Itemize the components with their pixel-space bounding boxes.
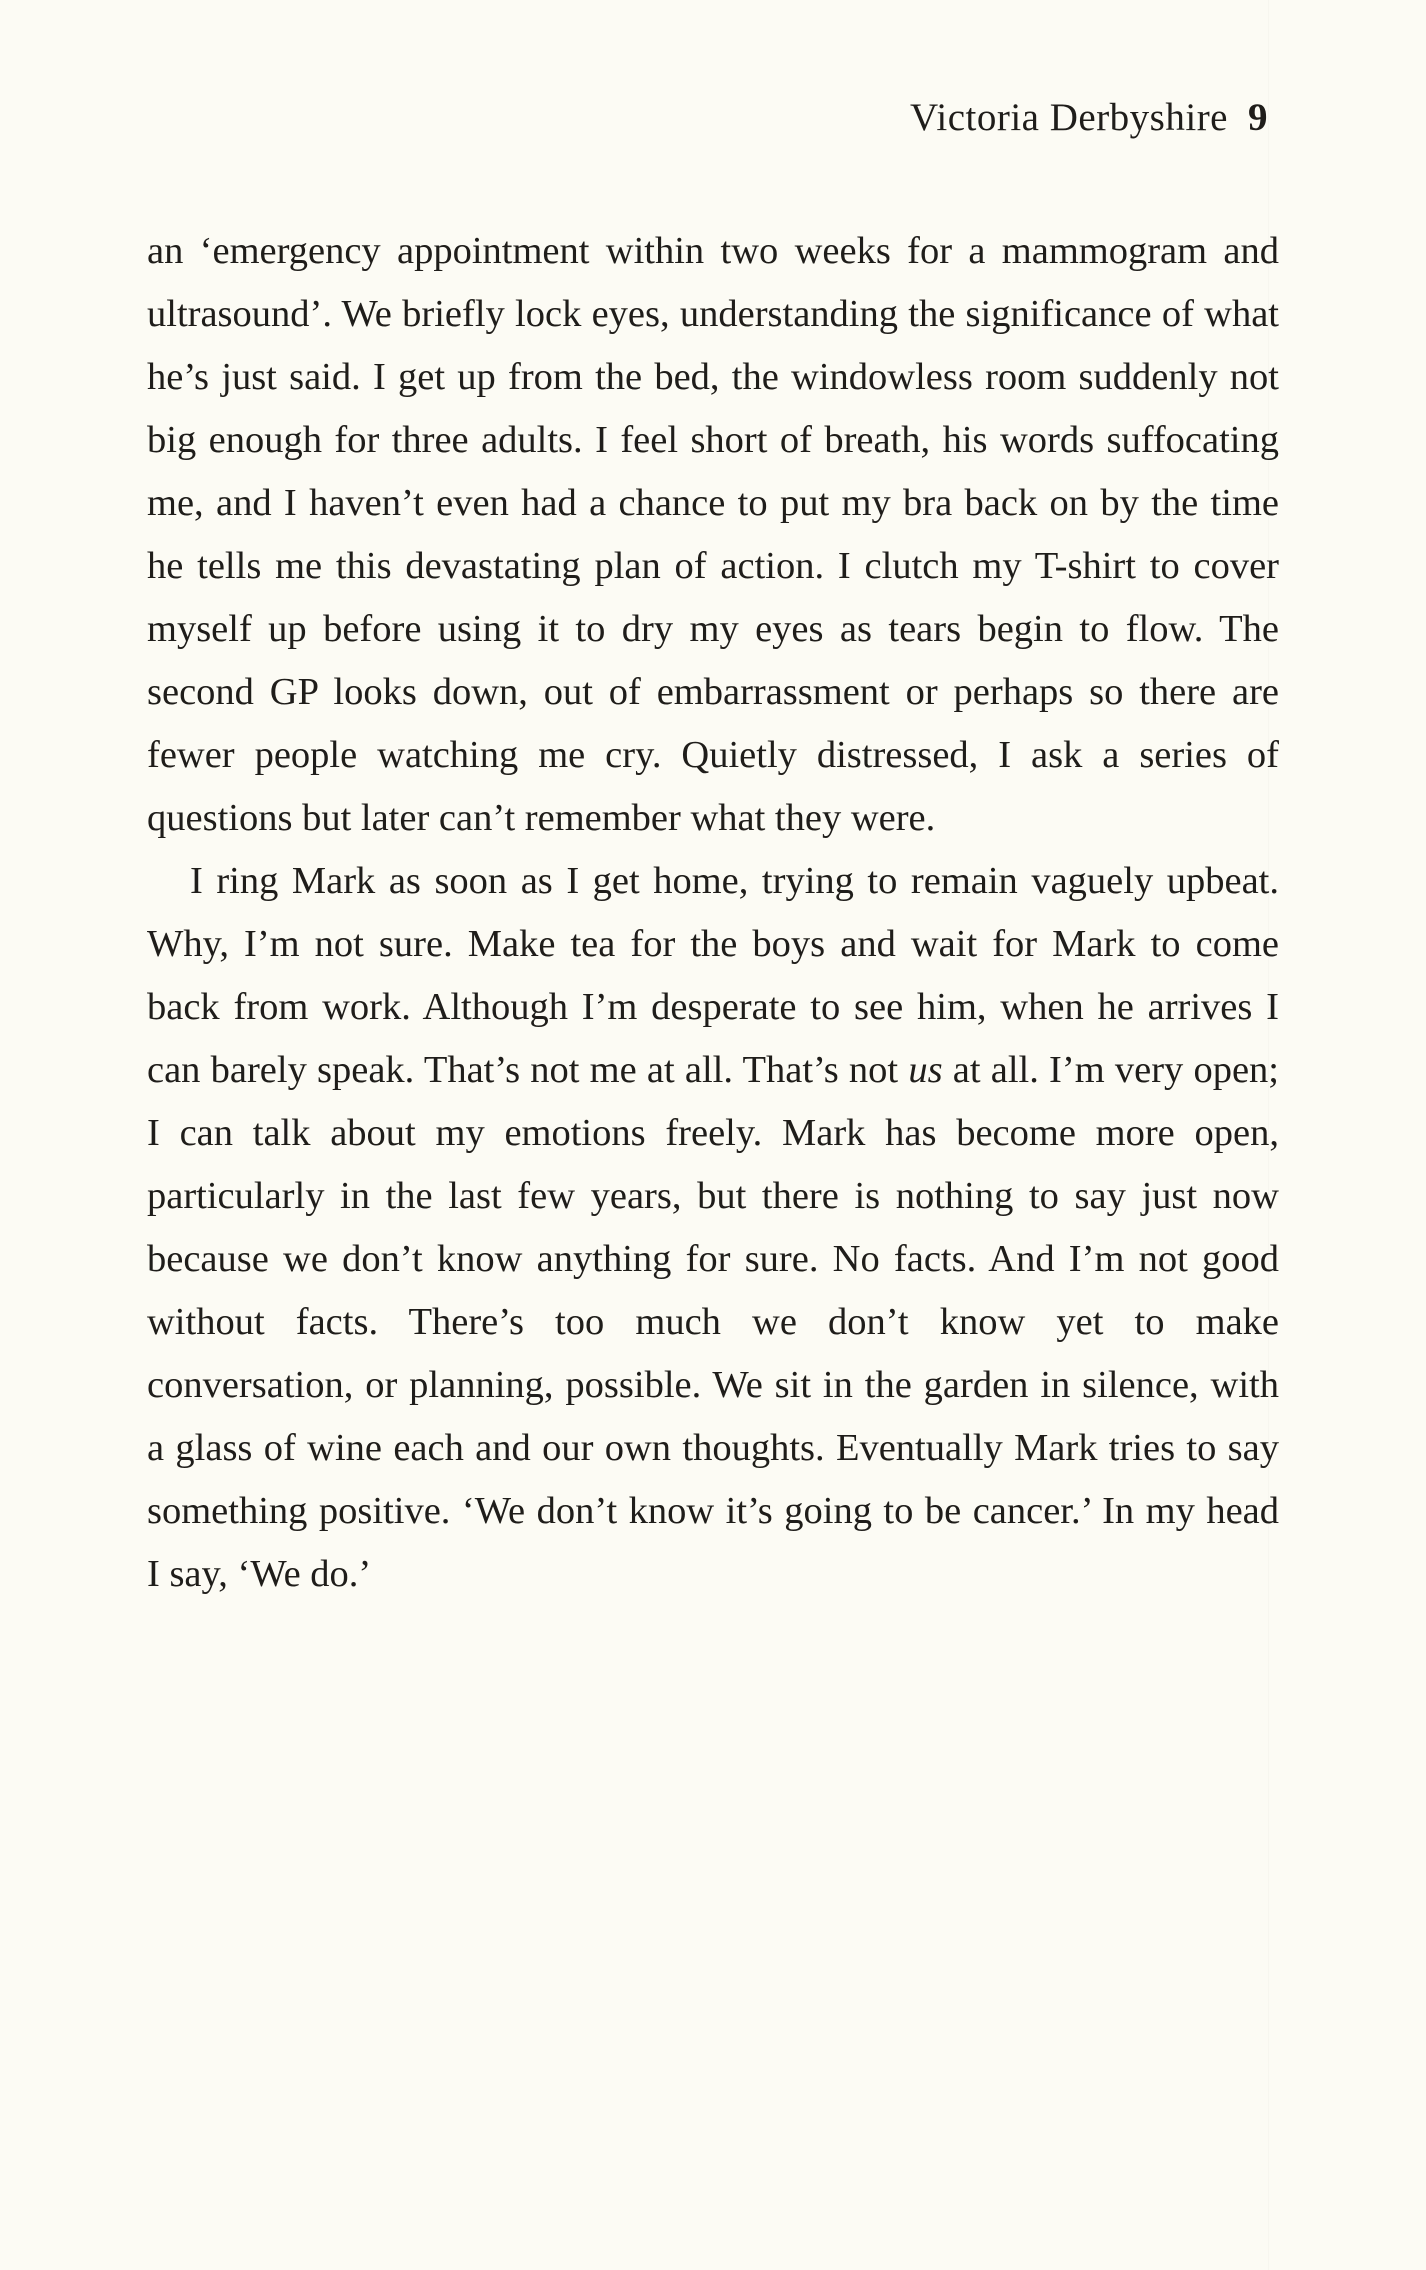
running-header — [910, 98, 1268, 137]
paragraph-2-part-1: I ring Mark as soon as I get home, trying to remain vaguely upbeat. Why, I’m not sure. Make tea for the boys and wait for Mark to come back from work. Although I’m desperate to see him, when he arrives I can barely speak. That’s not me at all. That’s not — [147, 860, 1279, 1091]
body-text — [147, 220, 1279, 1606]
page-number: 9 — [1248, 96, 1268, 139]
paragraph-2-part-2: at all. I’m very open; I can talk about my emotions freely. Mark has become more open, particularly in the last few years, but there is nothing to say just now because we don’t know anything for sure. No facts. And I’m not good without facts. There’s too much we don’t know yet to make conversation, or planning, possible. We sit in the garden in silence, with a glass of wine each and our own thoughts. Eventually Mark tries to say something positive. ‘We don’t know it’s going to be cancer.’ In my head I say, ‘We do.’ — [147, 1049, 1279, 1595]
paragraph-2 — [147, 850, 1279, 1606]
paragraph-1: an ‘emergency appointment within two weeks for a mammogram and ultrasound’. We briefly lock eyes, understanding the significance of what he’s just said. I get up from the bed, the windowless room suddenly not big enough for three adults. I feel short of breath, his words suffocating me, and I haven’t even had a chance to put my bra back on by the time he tells me this devastating plan of action. I clutch my T-shirt to cover myself up before using it to dry my eyes as tears begin to flow. The second GP looks down, out of embarrassment or perhaps so there are fewer people watching me cry. Quietly distressed, I ask a series of questions but later can’t remember what they were. — [147, 230, 1279, 839]
header-title: Victoria Derbyshire — [910, 96, 1228, 139]
paragraph-2-emphasis: us — [908, 1049, 943, 1091]
